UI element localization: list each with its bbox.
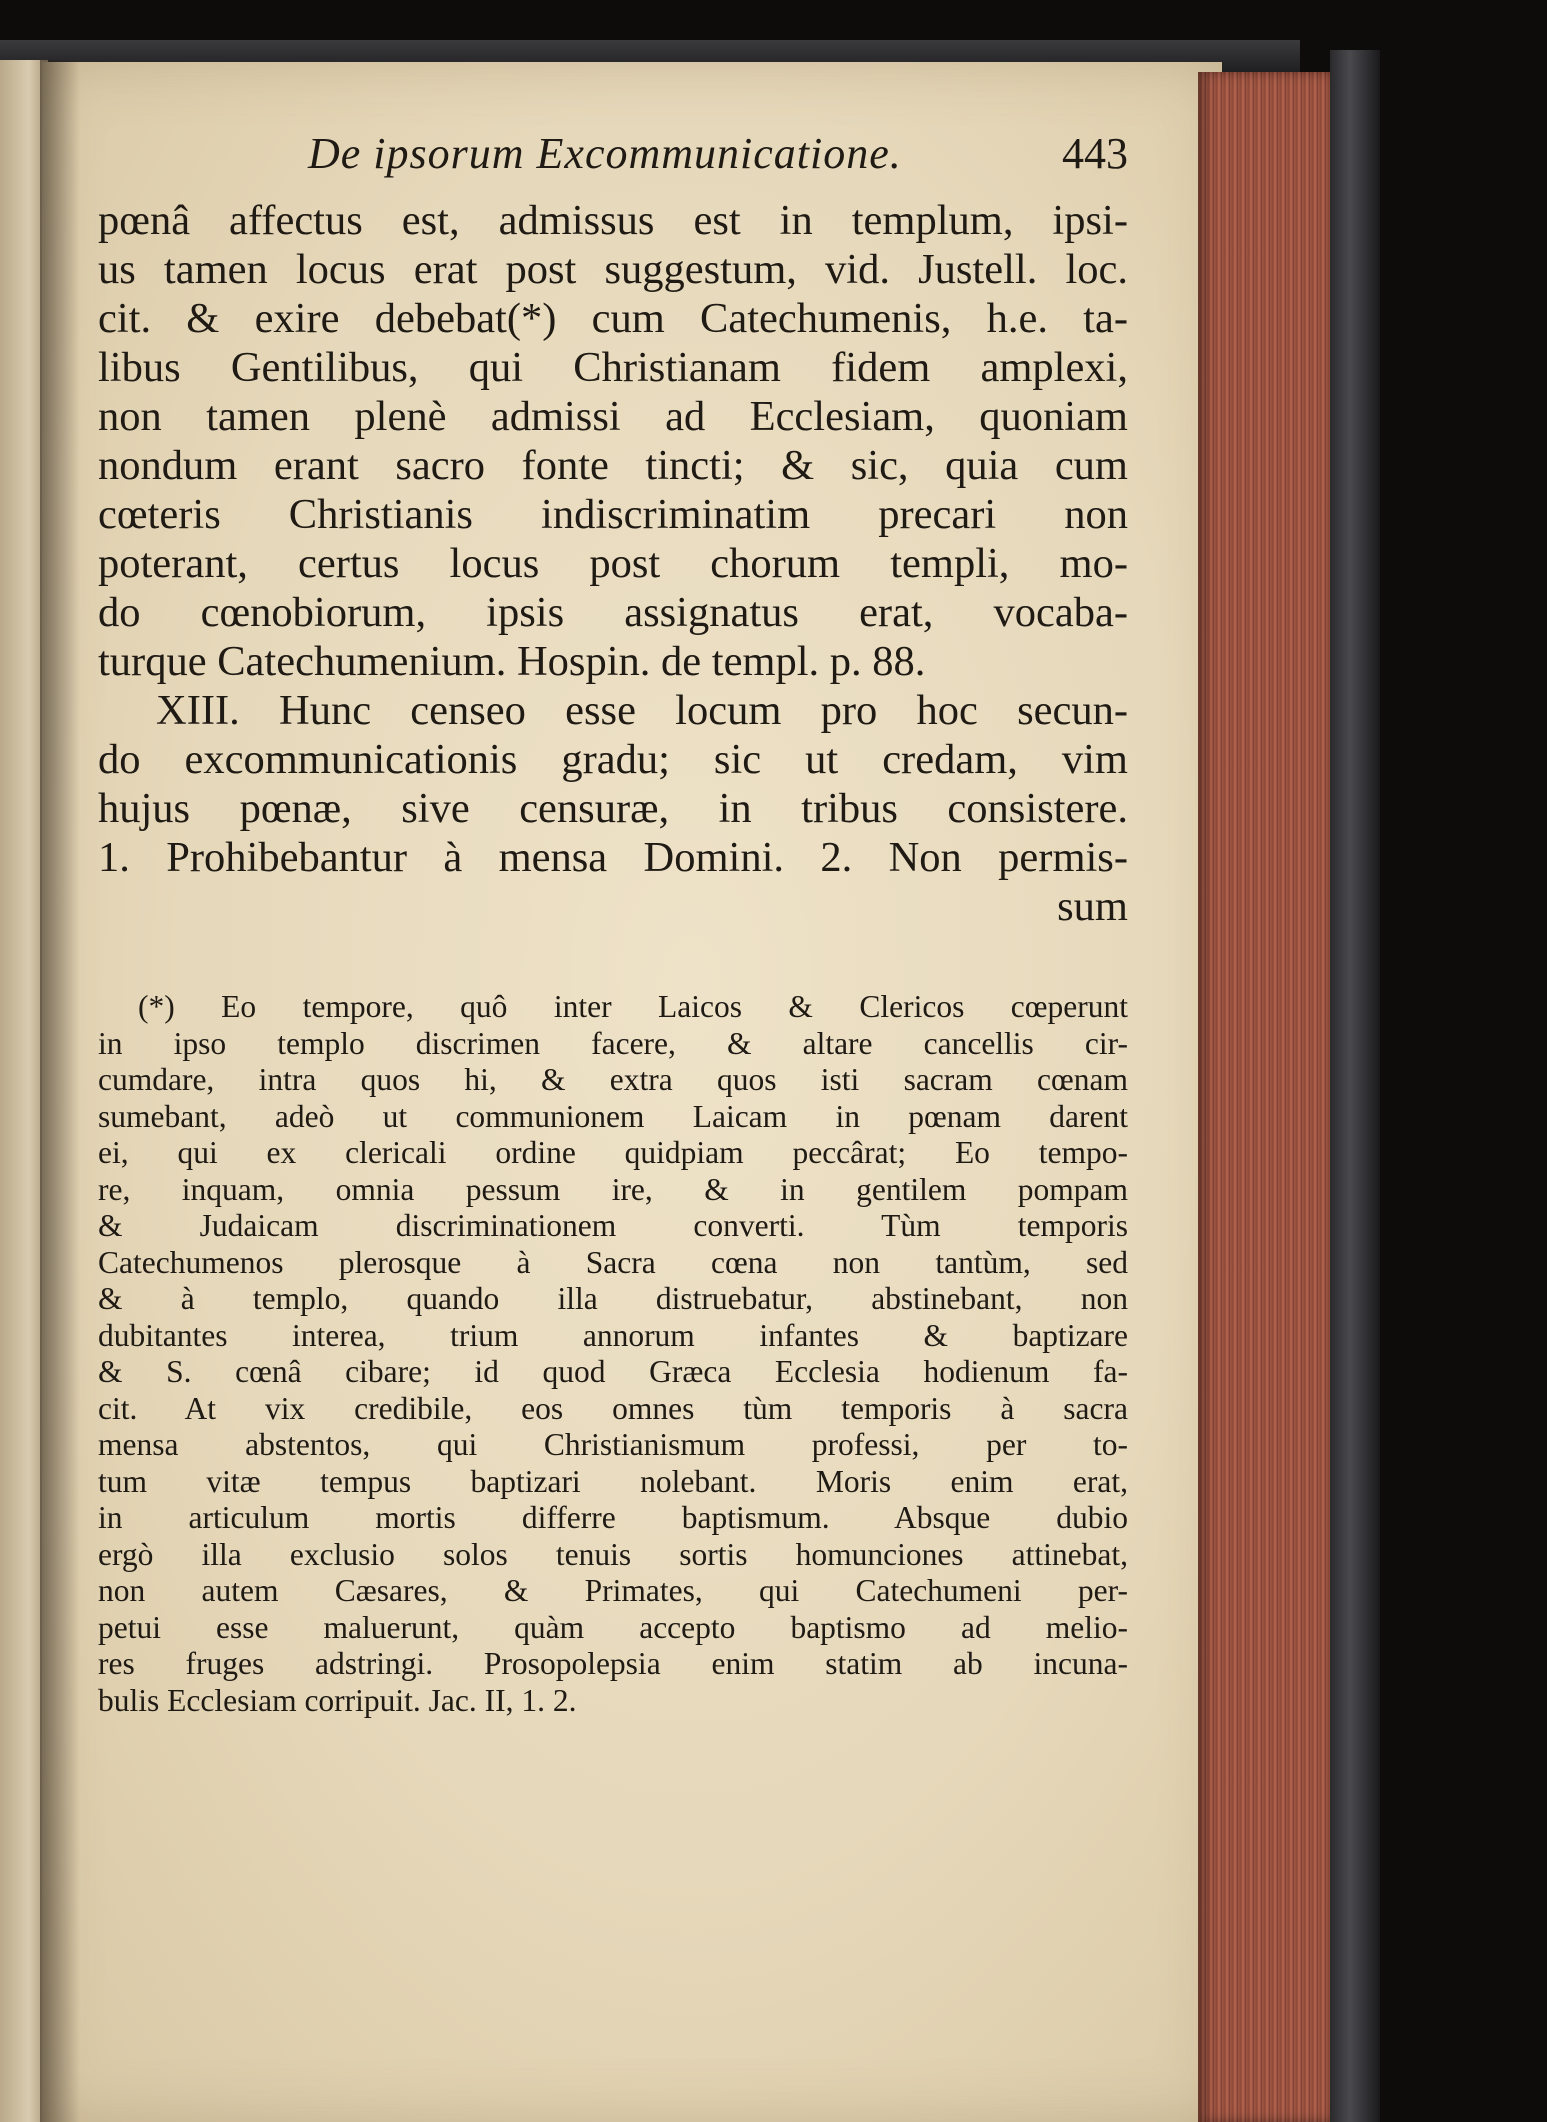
catchword: sum [1057, 883, 1128, 930]
body-line: do cœnobiorum, ipsis assignatus erat, vocaba- [98, 589, 1128, 636]
text-block [98, 128, 1128, 1719]
footnote-line: & à templo, quando illa distruebatur, abstinebant, non [98, 1281, 1128, 1316]
footnote-line: dubitantes interea, trium annorum infantes & baptizare [98, 1317, 1128, 1353]
book-back-cover [1330, 50, 1380, 2122]
body-line: non tamen plenè admissi ad Ecclesiam, quoniam [98, 393, 1128, 440]
footnote-line: petui esse maluerunt, quàm accepto baptismo ad melio- [98, 1609, 1128, 1645]
footnote-line: (*) Eo tempore, quô inter Laicos & Clericos cœperunt [138, 989, 1128, 1024]
body-line: cit. & exire debebat(*) cum Catechumenis, h.e. ta- [98, 295, 1128, 342]
footnote-line: non autem Cæsares, & Primates, qui Catechumeni per- [98, 1573, 1128, 1608]
body-line: us tamen locus erat post suggestum, vid. Justell. loc. [98, 246, 1128, 293]
footnote-line: & Judaicam discriminationem converti. Tùm temporis [98, 1208, 1128, 1243]
footnote-line: bulis Ecclesiam corripuit. Jac. II, 1. 2. [98, 1682, 577, 1718]
footnote-line: re, inquam, omnia pessum ire, & in gentilem pompam [98, 1171, 1128, 1207]
footnote-line: in articulum mortis differre baptismum. Absque dubio [98, 1500, 1128, 1535]
body-line: pœnâ affectus est, admissus est in templum, ipsi- [98, 197, 1128, 244]
footnote-line: res fruges adstringi. Prosopolepsia enim statim ab incuna- [98, 1646, 1128, 1681]
footnote-line: tum vitæ tempus baptizari nolebant. Moris enim erat, [98, 1463, 1128, 1499]
body-line: libus Gentilibus, qui Christianam fidem amplexi, [98, 344, 1128, 391]
body-line: turque Catechumenium. Hospin. de templ. p. 88. [98, 638, 926, 685]
footnote-line: in ipso templo discrimen facere, & altare cancellis cir- [98, 1025, 1128, 1061]
footnote-line: cumdare, intra quos hi, & extra quos isti sacram cœnam [98, 1062, 1128, 1097]
body-line: poterant, certus locus post chorum templi, mo- [98, 540, 1128, 587]
body-line: XIII. Hunc censeo esse locum pro hoc secun- [156, 687, 1128, 734]
footnote-line: ergò illa exclusio solos tenuis sortis homunciones attinebat, [98, 1536, 1128, 1572]
body-line: do excommunicationis gradu; sic ut credam, vim [98, 736, 1128, 783]
footnote-line: Catechumenos plerosque à Sacra cœna non tantùm, sed [98, 1244, 1128, 1280]
footnote-line: & S. cœnâ cibare; id quod Græca Ecclesia hodienum fa- [98, 1354, 1128, 1389]
page-block-edges [1198, 72, 1330, 2122]
footnote-line: ei, qui ex clericali ordine quidpiam peccârat; Eo tempo- [98, 1135, 1128, 1170]
footnote [98, 989, 1128, 1719]
binding-shadow [40, 60, 80, 2122]
footnote-line: mensa abstentos, qui Christianismum professi, per to- [98, 1427, 1128, 1462]
body-line: 1. Prohibebantur à mensa Domini. 2. Non permis- [98, 834, 1128, 881]
body-line: cœteris Christianis indiscriminatim precari non [98, 491, 1128, 538]
body-line: hujus pœnæ, sive censuræ, in tribus consistere. [98, 785, 1128, 832]
running-head [98, 128, 1128, 192]
body-line: nondum erant sacro fonte tincti; & sic, quia cum [98, 442, 1128, 489]
body-text [98, 196, 1128, 931]
footnote-line: sumebant, adeò ut communionem Laicam in pœnam darent [98, 1098, 1128, 1134]
page-number: 443 [1062, 129, 1128, 178]
footnote-line: cit. At vix credibile, eos omnes tùm temporis à sacra [98, 1390, 1128, 1426]
running-title: De ipsorum Excommunicatione. [308, 129, 902, 178]
